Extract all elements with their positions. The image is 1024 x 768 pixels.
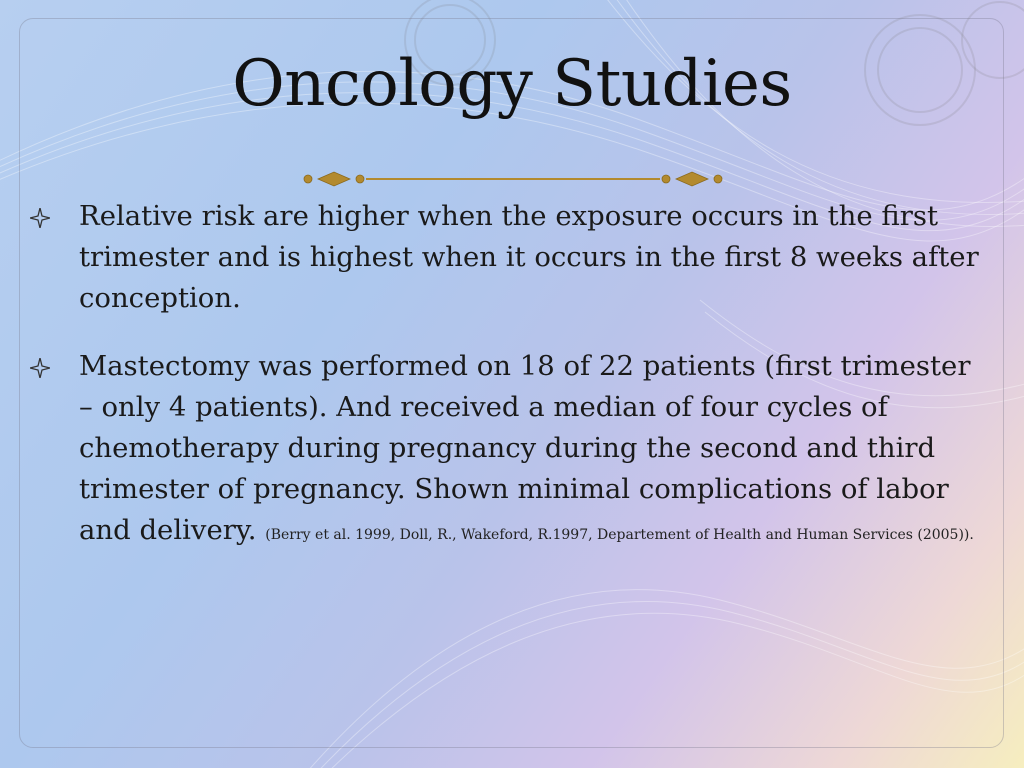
ornamental-divider: [298, 168, 728, 190]
slide-content: [28, 196, 990, 578]
bullet-item: [28, 196, 990, 319]
bullet-text: Relative risk are higher when the exposure occurs in the first trimester and is highest when it occurs in the first 8 weeks after conception.: [79, 200, 979, 314]
four-point-star-icon: [30, 208, 50, 228]
four-point-star-icon: [30, 358, 50, 378]
bullet-text: Mastectomy was performed on 18 of 22 patients (first trimester – only 4 patients). And received a median of four cycles of chemotherapy during pregnancy during the second and third trimester of pregnancy. Shown minimal complications of labor and delivery.: [79, 350, 971, 546]
citation-text: (Berry et al. 1999, Doll, R., Wakeford, R.1997, Departement of Health and Human Services (2005)).: [265, 527, 974, 543]
slide-title: Oncology Studies: [232, 47, 792, 121]
bullet-item: [28, 346, 990, 551]
